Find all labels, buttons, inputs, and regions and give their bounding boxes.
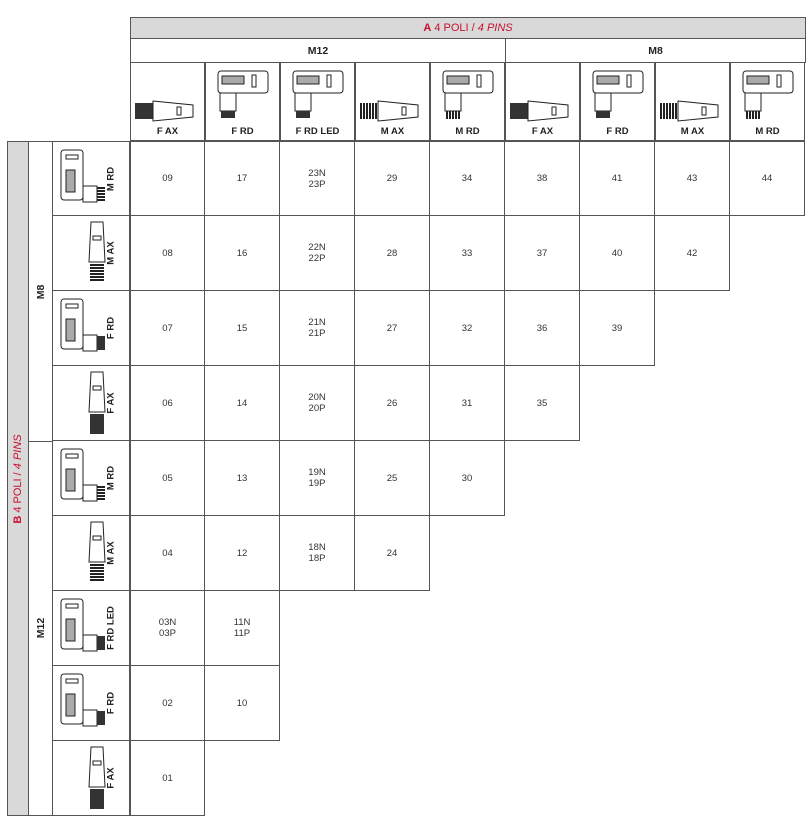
row-label: F RD [105,316,117,340]
table-cell: 14 [205,366,280,441]
table-cell: 06 [130,366,205,441]
row-label: M RD [105,465,117,491]
row-header-m-ax [53,516,130,591]
column-header-f-rd-led [280,63,355,141]
row-header-f-rd-led [53,591,130,666]
header-pins: 4 PINS [477,22,513,34]
column-label: F AX [156,126,179,137]
table-cell: 42 [655,216,730,291]
table-cell: 19N 19P [280,441,355,516]
table-cell: 32 [430,291,505,366]
row-label: M AX [105,241,117,265]
row-header-m-rd [53,441,130,516]
table-cell: 11N 11P [205,591,280,666]
column-label: F RD [231,126,254,137]
row-header-f-ax [53,366,130,441]
row-header-f-rd [53,666,130,741]
row-group-m12: M12 [29,441,53,816]
table-cell: 18N 18P [280,516,355,591]
table-cell: 41 [580,141,655,216]
table-cell: 25 [355,441,430,516]
row-label: F AX [105,392,117,414]
table-cell: 24 [355,516,430,591]
side-b-4-pins [7,141,29,816]
column-header-f-rd [205,63,280,141]
table-cell: 28 [355,216,430,291]
side-poli: 4 POLI / [12,471,24,513]
table-cell: 20N 20P [280,366,355,441]
table-cell: 13 [205,441,280,516]
top-group-m12: M12 [130,39,506,63]
side-letter: B [12,515,24,524]
row-header-f-ax [53,741,130,816]
table-cell: 10 [205,666,280,741]
table-cell: 22N 22P [280,216,355,291]
header-a-4-pins [130,17,806,39]
row-label: F RD LED [105,606,117,650]
row-label: M RD [105,166,117,191]
table-cell: 04 [130,516,205,591]
table-cell: 37 [505,216,580,291]
table-cell: 16 [205,216,280,291]
table-cell: 40 [580,216,655,291]
table-cell: 43 [655,141,730,216]
row-header-f-rd [53,291,130,366]
table-cell: 09 [130,141,205,216]
column-header-m-rd [730,63,805,141]
table-cell: 31 [430,366,505,441]
row-label: F AX [105,767,117,789]
table-cell: 27 [355,291,430,366]
table-cell: 15 [205,291,280,366]
table-cell: 35 [505,366,580,441]
table-cell: 33 [430,216,505,291]
column-header-m-ax [355,63,430,141]
table-cell: 29 [355,141,430,216]
side-pins: 4 PINS [12,433,24,469]
table-cell: 39 [580,291,655,366]
column-label: M RD [455,126,480,137]
table-cell: 07 [130,291,205,366]
table-cell: 34 [430,141,505,216]
header-poli: 4 POLI / [434,22,475,34]
header-letter: A [423,22,432,34]
column-label: M AX [380,126,405,137]
column-label: F AX [531,126,554,137]
table-cell: 36 [505,291,580,366]
column-header-m-rd [430,63,505,141]
table-cell: 17 [205,141,280,216]
row-label: F RD [105,691,117,715]
column-label: M AX [680,126,705,137]
row-group-m8: M8 [29,141,53,442]
table-cell: 12 [205,516,280,591]
table-cell: 01 [130,741,205,816]
table-cell: 23N 23P [280,141,355,216]
column-header-m-ax [655,63,730,141]
row-header-m-rd [53,141,130,216]
table-cell: 05 [130,441,205,516]
table-cell: 08 [130,216,205,291]
column-label: M RD [755,126,780,137]
table-cell: 26 [355,366,430,441]
column-header-f-ax [130,63,205,141]
table-cell: 38 [505,141,580,216]
table-cell: 21N 21P [280,291,355,366]
column-header-f-ax [505,63,580,141]
table-cell: 44 [730,141,805,216]
column-header-f-rd [580,63,655,141]
column-label: F RD [606,126,629,137]
row-label: M AX [105,541,117,565]
row-header-m-ax [53,216,130,291]
table-cell: 02 [130,666,205,741]
column-label: F RD LED [295,126,340,137]
table-cell: 03N 03P [130,591,205,666]
top-group-m8: M8 [505,39,806,63]
table-cell: 30 [430,441,505,516]
